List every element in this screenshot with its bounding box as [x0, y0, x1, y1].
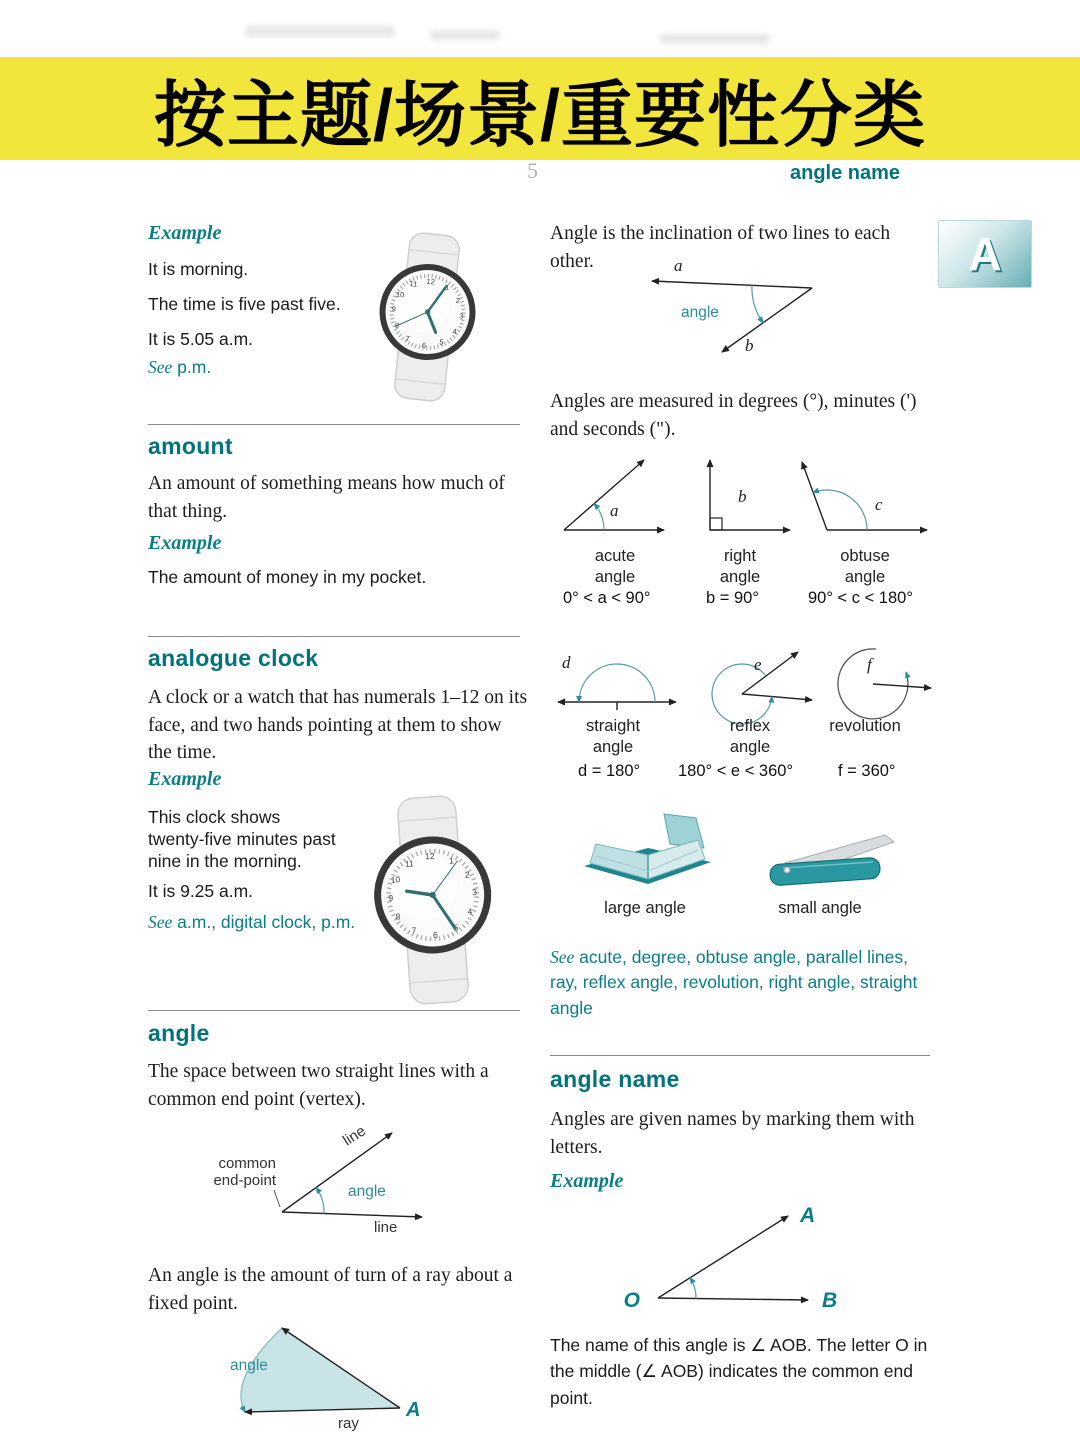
range-straight: d = 180°: [578, 762, 641, 780]
example-label: Example: [148, 222, 222, 244]
pocket-knife-illustration: [755, 815, 905, 890]
example-line: This clock shows: [148, 807, 281, 827]
analogue-watch-925: [361, 791, 505, 1010]
svg-text:7: 7: [405, 333, 411, 344]
see-links: a.m., digital clock, p.m.: [177, 912, 356, 932]
svg-text:5: 5: [453, 922, 459, 933]
range-reflex: 180° < e < 360°: [678, 762, 794, 780]
svg-text:7: 7: [411, 925, 417, 936]
page-top-remnant: [660, 34, 770, 44]
svg-text:3: 3: [458, 311, 464, 321]
entry-definition: Angles are measured in degrees (°), minutes (') and seconds (").: [550, 391, 917, 440]
page-top-remnant: [430, 30, 500, 40]
angle-arc: [316, 1188, 324, 1214]
see-word: See: [550, 947, 575, 967]
analogue-watch-505: [363, 227, 490, 408]
line-b-label: b: [745, 336, 754, 355]
see-reference: [148, 910, 355, 935]
example-line: It is morning.: [148, 259, 249, 279]
angle-label: angle: [230, 1357, 268, 1374]
entry-heading-amount: amount: [148, 433, 233, 459]
svg-text:5: 5: [438, 337, 444, 347]
example-line: The amount of money in my pocket.: [148, 567, 427, 587]
type-label-reflex: reflex angle: [729, 717, 771, 756]
type-label-straight: straight angle: [585, 717, 641, 756]
type-label-revolution: revolution: [829, 717, 901, 735]
svg-text:10: 10: [390, 874, 401, 885]
entry-definition: A clock or a watch that has numerals 1–12 on its face, and two hands pointing at them to show the time.: [148, 687, 528, 764]
example-line: It is 5.05 a.m.: [148, 329, 254, 349]
range-acute: 0° < a < 90°: [563, 589, 651, 607]
section-divider: [148, 636, 520, 637]
see-reference: [148, 355, 211, 380]
page-number: 5: [527, 158, 538, 183]
angle-vertex-diagram: [148, 1118, 478, 1243]
angle-turn-diagram: [200, 1318, 490, 1440]
line-b: [722, 288, 812, 352]
see-word: See: [148, 912, 173, 932]
entry-definition: An amount of something means how much of that thing.: [148, 473, 505, 522]
see-reference: [550, 945, 938, 1021]
svg-text:4: 4: [467, 906, 473, 917]
point-B-label: B: [822, 1289, 838, 1312]
svg-text:1: 1: [444, 282, 450, 293]
ray-label: ray: [338, 1415, 359, 1432]
line-a-label: a: [674, 256, 683, 275]
acute-angle-diagram: [552, 452, 677, 540]
letter-tab-letter: A: [968, 228, 1002, 280]
svg-text:12: 12: [426, 276, 436, 287]
line-ray-upper: [282, 1133, 392, 1212]
letter-a: a: [610, 501, 619, 520]
svg-text:9: 9: [388, 892, 394, 904]
entry-footer-text: The name of this angle is ∠ AOB. The letter O in the middle (∠ AOB) indicates the common end point.: [550, 1335, 928, 1408]
object-label-small-angle: small angle: [778, 899, 862, 917]
entry-heading-angle-name: angle name: [550, 1066, 680, 1092]
example-label: Example: [148, 532, 222, 554]
angle-arc: [690, 1278, 696, 1299]
category-banner: [0, 57, 1080, 160]
straight-angle-diagram: [552, 640, 682, 718]
entry-definition: Angles are given names by marking them with letters.: [550, 1109, 915, 1158]
section-divider: [550, 1055, 930, 1056]
letter-e: e: [754, 655, 762, 674]
svg-text:9: 9: [391, 304, 397, 314]
vertex-label-A: A: [406, 1399, 421, 1421]
svg-text:11: 11: [409, 279, 418, 289]
svg-text:3: 3: [471, 886, 478, 898]
see-links: acute, degree, obtuse angle, parallel lines, ray, reflex angle, revolution, right angle, straight angle: [550, 947, 918, 1018]
knife-pivot: [784, 867, 790, 873]
open-book-illustration: [580, 808, 715, 893]
letter-tab: [938, 220, 1032, 288]
see-links: p.m.: [177, 357, 212, 377]
angle-label: angle: [348, 1183, 386, 1200]
type-label-obtuse: obtuse angle: [840, 547, 890, 586]
svg-text:11: 11: [404, 858, 415, 869]
svg-text:8: 8: [394, 320, 400, 331]
example-label: Example: [148, 768, 222, 790]
right-angle-diagram: [688, 452, 798, 540]
banner-title: 按主题/场景/重要性分类: [153, 75, 926, 156]
obtuse-angle-diagram: [795, 452, 935, 540]
example-line: nine in the morning.: [148, 851, 302, 871]
point-A-label: A: [800, 1204, 816, 1227]
inclination-diagram: [575, 255, 875, 370]
svg-text:10: 10: [395, 289, 405, 300]
common-endpoint-label-2: end-point: [213, 1172, 276, 1189]
line-a: [652, 281, 812, 288]
range-revolution: f = 360°: [838, 762, 896, 780]
type-label-right: right angle: [719, 547, 761, 586]
example-line: twenty-five minutes past: [148, 829, 336, 849]
example-line: It is 9.25 a.m.: [148, 881, 254, 901]
angle-label: angle: [681, 304, 719, 321]
section-divider: [148, 424, 520, 425]
ray-OB: [658, 1298, 808, 1300]
entry-definition: The space between two straight lines with a common end point (vertex).: [148, 1061, 489, 1110]
letter-b: b: [738, 487, 747, 506]
letter-d: d: [562, 653, 571, 672]
svg-text:1: 1: [448, 855, 455, 866]
letter-c: c: [875, 495, 883, 514]
entry-heading-angle: angle: [148, 1020, 210, 1046]
entry-definition: Angle is the inclination of two lines to each other.: [550, 223, 891, 272]
svg-text:2: 2: [455, 295, 461, 306]
svg-text:12: 12: [424, 850, 436, 862]
line-label-top: line: [339, 1122, 369, 1150]
point-O-label: O: [623, 1289, 640, 1312]
angle-aob-diagram: [560, 1198, 890, 1318]
angle-arc: [752, 285, 763, 322]
svg-text:8: 8: [395, 911, 401, 922]
svg-text:6: 6: [432, 929, 439, 941]
example-line: The time is five past five.: [148, 294, 341, 314]
common-endpoint-label-1: common: [218, 1155, 276, 1172]
running-title: angle name: [790, 162, 901, 184]
line-label-bottom: line: [374, 1219, 398, 1236]
entry-definition: An angle is the amount of turn of a ray about a fixed point.: [148, 1265, 513, 1314]
line-ray-lower: [282, 1212, 422, 1217]
svg-text:2: 2: [464, 869, 471, 880]
page-top-remnant: [245, 26, 395, 37]
letter-f: f: [867, 655, 872, 674]
range-obtuse: 90° < c < 180°: [808, 589, 913, 607]
range-right: b = 90°: [706, 589, 759, 607]
ray-OA: [658, 1216, 788, 1298]
section-divider: [148, 1010, 520, 1011]
example-label: Example: [550, 1170, 624, 1192]
leader-line: [274, 1190, 280, 1207]
svg-text:4: 4: [452, 326, 458, 337]
type-label-acute: acute angle: [594, 547, 636, 586]
svg-text:6: 6: [421, 340, 427, 351]
see-word: See: [148, 357, 173, 377]
entry-heading-analogue-clock: analogue clock: [148, 645, 319, 671]
object-label-large-angle: large angle: [604, 899, 686, 917]
